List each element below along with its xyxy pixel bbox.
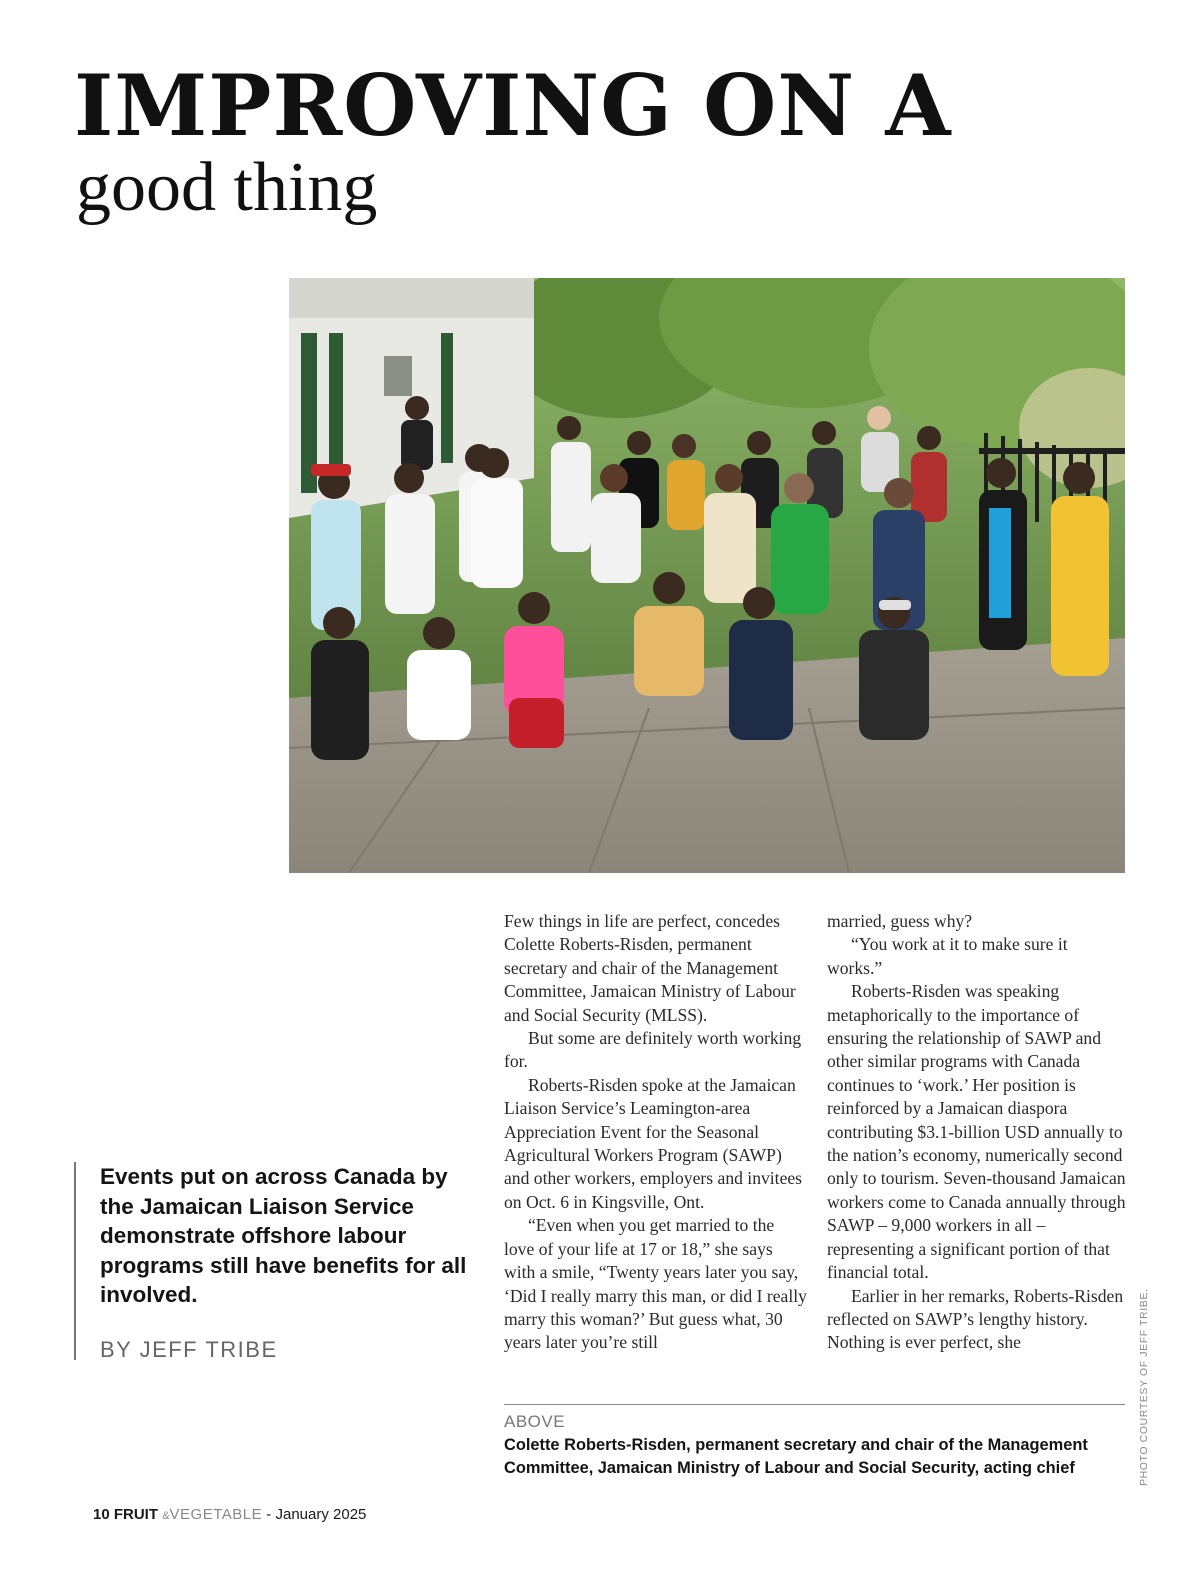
page-number: 10 — [93, 1506, 110, 1523]
photo-credit — [1136, 1290, 1152, 1486]
photo-credit-text: PHOTO COURTESY OF JEFF TRIBE. — [1138, 1288, 1150, 1486]
headline-main: IMPROVING ON A — [74, 56, 952, 155]
caption-divider — [504, 1404, 1125, 1405]
paragraph: Roberts-Risden spoke at the Jamaican Liaison Service’s Leamington-area Appreciation Event for the Seasonal Agricultural Workers Program (SAWP) and other workers, employers and invitees on Oct. 6 in Kingsville, Ont. — [504, 1074, 803, 1212]
group-photo — [289, 278, 1125, 873]
page-footer — [93, 1504, 366, 1527]
issue-date: January 2025 — [275, 1506, 367, 1523]
magazine-name-ampersand: & — [162, 1510, 170, 1522]
deck-text: Events put on across Canada by the Jamaican Liaison Service demonstrate offshore labour programs still have benefits for all involved. — [100, 1164, 467, 1307]
caption-text: Colette Roberts-Risden, permanent secretary and chair of the Management Committee, Jamaican Ministry of Labour and Social Security, acting chief — [504, 1436, 1088, 1477]
paragraph: But some are definitely worth working for. — [504, 1028, 802, 1072]
caption-label: ABOVE — [504, 1412, 566, 1431]
article-column-2 — [827, 910, 1127, 1380]
paragraph: Roberts-Risden was speaking metaphorically to the importance of ensuring the relationship of SAWP and other similar programs with Canada continues to ‘work.’ Her position is reinforced by a Jamaican diaspora contributing $3.1-billion USD annually to the nation’s economy, numerically second only to tourism. Seven-thousand Jamaican workers come to Canada annually through SAWP – 9,000 workers in all – representing a significant portion of that financial total. — [827, 981, 1126, 1283]
paragraph: Few things in life are perfect, concedes Colette Roberts-Risden, permanent secretary and chair of the Management Committee, Jamaican Ministry of Labour and Social Security (MLSS). — [504, 911, 796, 1025]
magazine-name-second: VEGETABLE — [169, 1506, 263, 1523]
paragraph: “Even when you get married to the love of your life at 17 or 18,” she says with a smile, “Twenty years later you say, ‘Did I really marry this man, or did I really marry this woman?’ But guess what, 30 years later you’re still — [504, 1215, 807, 1353]
article-column-1 — [504, 910, 808, 1380]
footer-separator: - — [262, 1506, 276, 1523]
headline-sub: good thing — [76, 149, 378, 226]
magazine-name-first: FRUIT — [113, 1506, 159, 1523]
article-deck — [74, 1162, 474, 1360]
group-photo-illustration — [289, 278, 1125, 873]
byline: BY JEFF TRIBE — [100, 1336, 278, 1362]
paragraph: married, guess why? — [827, 911, 973, 931]
paragraph: “You work at it to make sure it works.” — [827, 934, 1068, 978]
paragraph: Earlier in her remarks, Roberts-Risden reflected on SAWP’s lengthy history. Nothing is ever perfect, she — [827, 1285, 1124, 1353]
